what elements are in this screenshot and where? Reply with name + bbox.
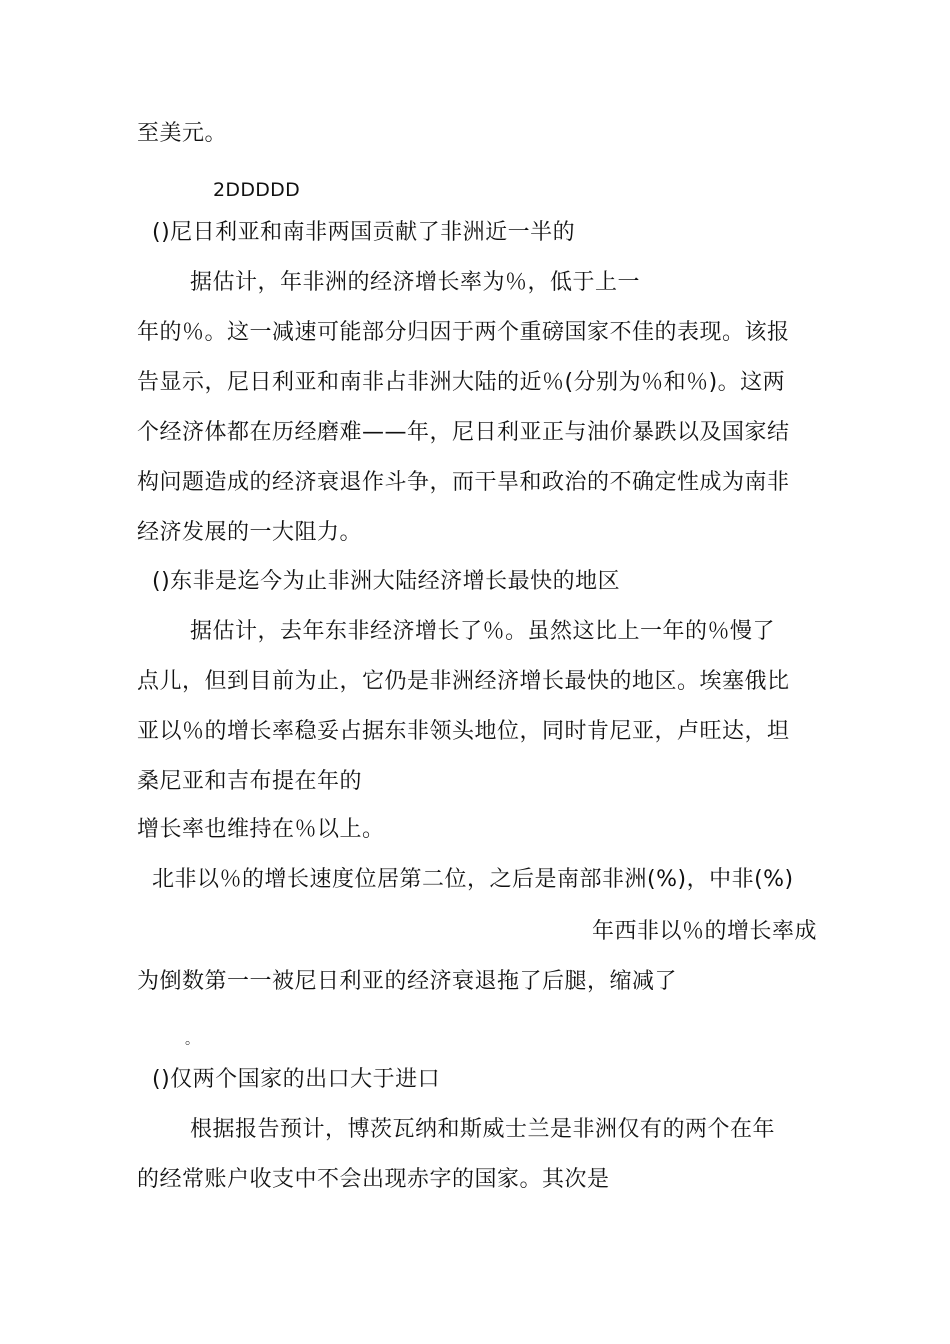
text-line: 告显示，尼日利亚和南非占非洲大陆的近％(分别为％和％)。这两 <box>137 370 786 395</box>
text-line: 。 <box>185 1032 200 1048</box>
text-line: 亚以％的增长率稳妥占据东非领头地位，同时肯尼亚，卢旺达，坦 <box>137 719 790 744</box>
text-line: 的经常账户收支中不会出现赤字的国家。其次是 <box>137 1167 610 1192</box>
text-line: 个经济体都在历经磨难——年，尼日利亚正与油价暴跌以及国家结 <box>137 420 790 445</box>
text-line: 根据报告预计，博茨瓦纳和斯威士兰是非洲仅有的两个在年 <box>190 1117 776 1142</box>
text-line: 为倒数第一一被尼日利亚的经济衰退拖了后腿，缩减了 <box>137 969 678 994</box>
text-line: 点儿，但到目前为止，它仍是非洲经济增长最快的地区。埃塞俄比 <box>137 669 790 694</box>
text-line: 年的％。这一减速可能部分归因于两个重磅国家不佳的表现。该报 <box>137 320 790 345</box>
text-line: 据估计，去年东非经济增长了％。虽然这比上一年的％慢了 <box>190 619 776 644</box>
text-line: 2DDDDD <box>213 179 301 201</box>
section-heading: ()尼日利亚和南非两国贡献了非洲近一半的 <box>152 220 576 245</box>
section-heading: ()东非是迄今为止非洲大陆经济增长最快的地区 <box>152 569 621 594</box>
text-line: 北非以％的增长速度位居第二位，之后是南部非洲(%)，中非(%) <box>152 867 794 892</box>
section-heading: ()仅两个国家的出口大于进口 <box>152 1067 441 1092</box>
text-line: 经济发展的一大阻力。 <box>137 520 363 545</box>
text-line: 桑尼亚和吉布提在年的 <box>137 769 363 794</box>
text-line: 据估计，年非洲的经济增长率为％，低于上一 <box>190 270 641 295</box>
text-line: 构问题造成的经济衰退作斗争，而干旱和政治的不确定性成为南非 <box>137 470 790 495</box>
text-line: 年西非以％的增长率成 <box>591 919 817 944</box>
text-line: 增长率也维持在％以上。 <box>137 817 385 842</box>
text-line: 至美元。 <box>137 121 228 146</box>
